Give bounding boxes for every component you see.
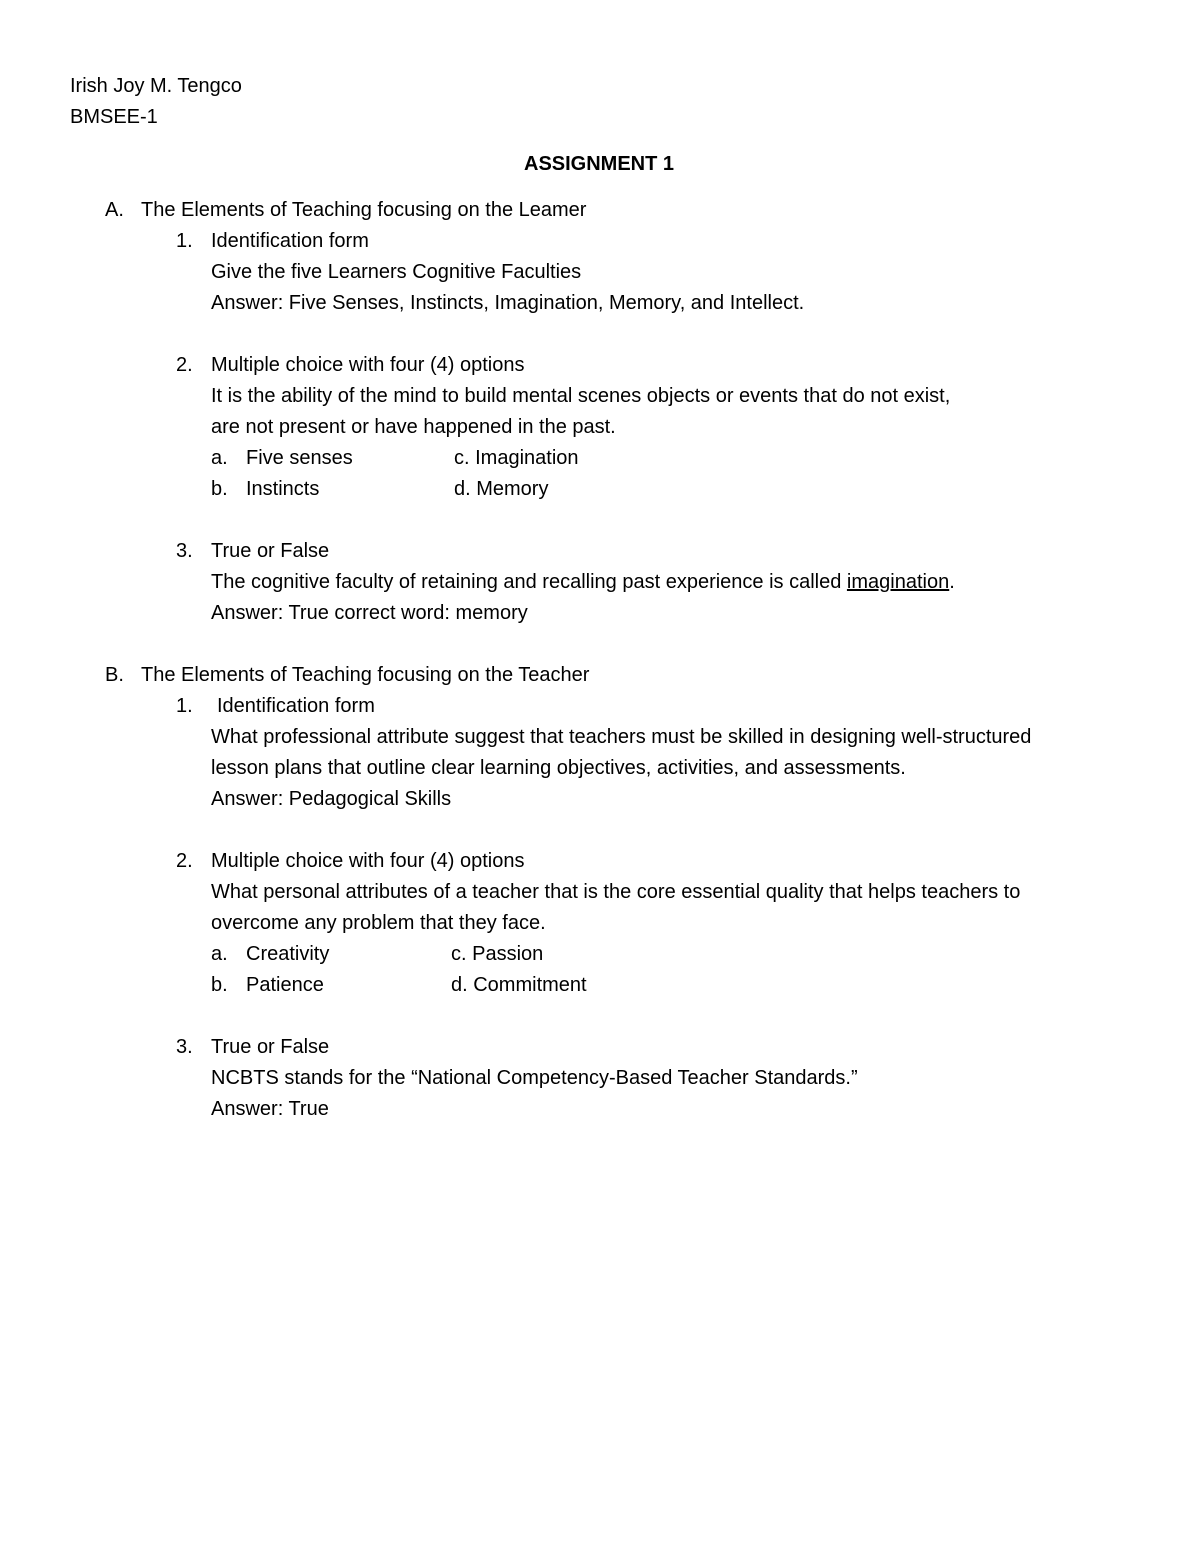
question-text: lesson plans that outline clear learning objectives, activities, and assessments. [211, 757, 906, 779]
item-number: 3. [176, 1036, 193, 1058]
item-number: 3. [176, 540, 193, 562]
item-type: True or False [211, 540, 330, 562]
question-text: Give the five Learners Cognitive Faculties [211, 261, 582, 283]
item-number: 1. [176, 695, 193, 717]
question-text: overcome any problem that they face. [211, 912, 546, 934]
item-type: Multiple choice with four (4) options [211, 850, 525, 872]
section-a-marker: A. [105, 199, 124, 221]
item-type: Multiple choice with four (4) options [211, 354, 525, 376]
option-text: Instincts [246, 478, 320, 500]
underlined-word: imagination [846, 571, 950, 593]
student-course: BMSEE-1 [70, 106, 158, 128]
option-text: Five senses [246, 447, 353, 469]
question-statement [211, 570, 955, 594]
item-number: 2. [176, 354, 193, 376]
option-text: Creativity [246, 943, 330, 965]
item-type: Identification form [217, 695, 375, 717]
answer-text: Answer: Pedagogical Skills [211, 788, 452, 810]
option-text: c. Imagination [454, 447, 579, 469]
student-name: Irish Joy M. Tengco [70, 75, 242, 97]
answer-text: Answer: True [211, 1098, 329, 1120]
item-number: 2. [176, 850, 193, 872]
item-type: True or False [211, 1036, 330, 1058]
item-number: 1. [176, 230, 193, 252]
statement-end: . [949, 571, 955, 593]
section-b-heading: The Elements of Teaching focusing on the Teacher [141, 664, 590, 686]
item-type: Identification form [211, 230, 369, 252]
section-b-marker: B. [105, 664, 124, 686]
statement-text: The cognitive faculty of retaining and recalling past experience is called [211, 571, 847, 593]
option-letter: a. [211, 943, 228, 965]
option-text: Patience [246, 974, 324, 996]
option-letter: b. [211, 974, 228, 996]
question-text: What personal attributes of a teacher that is the core essential quality that helps teachers to [211, 881, 1021, 903]
question-text: NCBTS stands for the “National Competency-Based Teacher Standards.” [211, 1067, 858, 1089]
option-letter: b. [211, 478, 228, 500]
answer-text: Answer: Five Senses, Instincts, Imagination, Memory, and Intellect. [211, 292, 805, 314]
answer-text: Answer: True correct word: memory [211, 602, 528, 624]
question-text: are not present or have happened in the past. [211, 416, 616, 438]
option-text: d. Memory [454, 478, 549, 500]
question-text: It is the ability of the mind to build mental scenes objects or events that do not exist, [211, 385, 951, 407]
question-text: What professional attribute suggest that teachers must be skilled in designing well-structured [211, 726, 1032, 748]
option-text: c. Passion [451, 943, 544, 965]
option-letter: a. [211, 447, 228, 469]
assignment-title: ASSIGNMENT 1 [524, 153, 675, 175]
option-text: d. Commitment [451, 974, 587, 996]
section-a-heading: The Elements of Teaching focusing on the Leamer [141, 199, 587, 221]
